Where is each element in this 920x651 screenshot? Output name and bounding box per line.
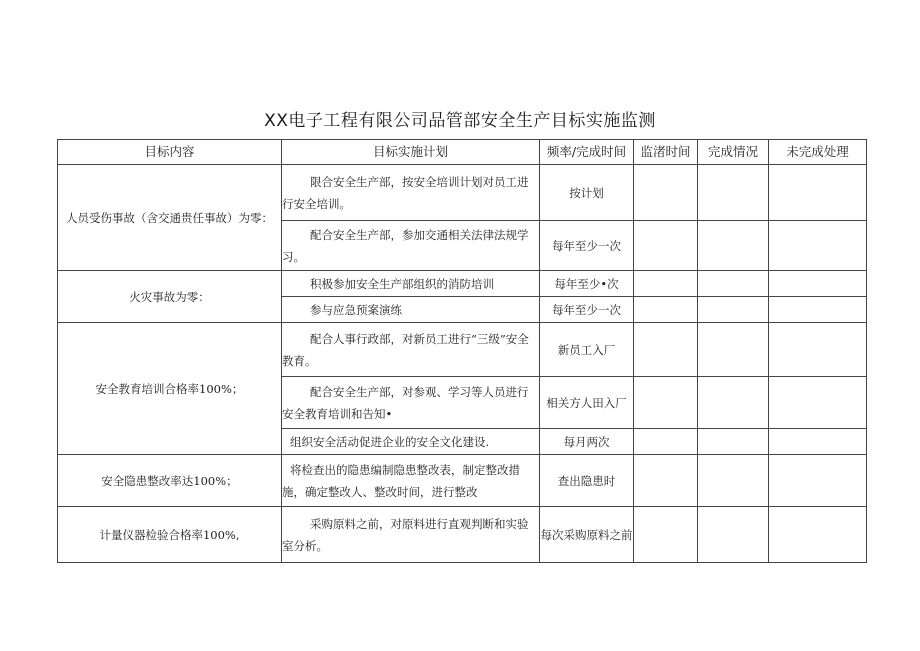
goal-cell: 计量仪器检验合格率100%, [58, 507, 282, 563]
monitor-time-cell[interactable] [634, 323, 698, 377]
header-frequency: 频率/完成时间 [540, 140, 634, 165]
table-row [58, 323, 867, 377]
plan-cell [282, 297, 540, 323]
plan-text: 配合人事行政部，对新员工进行“三级”安全教育。 [282, 331, 529, 368]
plan-text: 配合安全生产部，对参观、学习等人员进行安全教育培训和告知• [282, 384, 529, 421]
header-row [58, 140, 867, 165]
status-cell[interactable] [698, 323, 769, 377]
unfinished-cell[interactable] [769, 507, 867, 563]
unfinished-cell[interactable] [769, 165, 867, 221]
monitor-time-cell[interactable] [634, 429, 698, 455]
goal-cell: 火灾事故为零： [58, 271, 282, 323]
monitor-time-cell[interactable] [634, 221, 698, 271]
header-plan: 目标实施计划 [282, 140, 540, 165]
plan-cell [282, 165, 540, 221]
status-cell[interactable] [698, 429, 769, 455]
monitor-time-cell[interactable] [634, 297, 698, 323]
frequency-cell: 每年至少•次 [540, 271, 634, 297]
plan-cell [282, 507, 540, 563]
frequency-cell: 相关方人田入厂 [540, 377, 634, 429]
monitoring-table [57, 139, 867, 563]
unfinished-cell[interactable] [769, 377, 867, 429]
goal-cell: 安全隐患整改率达100%； [58, 455, 282, 507]
monitor-time-cell[interactable] [634, 165, 698, 221]
plan-text: 将检查出的隐患编制隐患整改表，制定整改措施，确定整改人、整改时间，进行整改 [282, 462, 520, 499]
monitor-time-cell[interactable] [634, 271, 698, 297]
plan-text: 参与应急预案演练 [310, 302, 402, 317]
plan-text: 配合安全生产部，参加交通相关法律法规学习。 [282, 227, 529, 264]
unfinished-cell[interactable] [769, 323, 867, 377]
table-row [58, 455, 867, 507]
status-cell[interactable] [698, 455, 769, 507]
table-row [58, 507, 867, 563]
table-row [58, 271, 867, 297]
header-monitor-time: 监渚时间 [634, 140, 698, 165]
monitor-time-cell[interactable] [634, 377, 698, 429]
goal-cell: 安全教育培训合格率100%； [58, 323, 282, 455]
plan-cell [282, 377, 540, 429]
frequency-cell: 每年至少一次 [540, 297, 634, 323]
plan-text: 限合安全生产部，按安全培训计划对员工进行安全培训。 [282, 174, 529, 211]
frequency-cell: 查出隐患时 [540, 455, 634, 507]
status-cell[interactable] [698, 271, 769, 297]
plan-cell [282, 221, 540, 271]
monitor-time-cell[interactable] [634, 507, 698, 563]
monitor-time-cell[interactable] [634, 455, 698, 507]
header-goal: 目标内容 [58, 140, 282, 165]
plan-text: 组织安全活动促进企业的安全文化建设. [290, 434, 490, 449]
plan-cell [282, 271, 540, 297]
plan-text: 采购原料之前，对原料进行直观判断和实验室分析。 [282, 516, 529, 553]
status-cell[interactable] [698, 507, 769, 563]
status-cell[interactable] [698, 221, 769, 271]
plan-cell [282, 429, 540, 455]
unfinished-cell[interactable] [769, 271, 867, 297]
goal-cell: 人员受伤事故（含交通贵任事故）为零： [58, 165, 282, 271]
plan-text: 积极参加安全生产部组织的消防培训 [310, 276, 494, 291]
plan-cell [282, 455, 540, 507]
frequency-cell: 新员工入厂 [540, 323, 634, 377]
frequency-cell: 按计划 [540, 165, 634, 221]
page-title: XX电子工程有限公司品管部安全生产目标实施监测 [264, 111, 656, 131]
unfinished-cell[interactable] [769, 429, 867, 455]
status-cell[interactable] [698, 297, 769, 323]
unfinished-cell[interactable] [769, 221, 867, 271]
header-unfinished: 未完成处理 [769, 140, 867, 165]
status-cell[interactable] [698, 377, 769, 429]
unfinished-cell[interactable] [769, 297, 867, 323]
frequency-cell: 每月两次 [540, 429, 634, 455]
unfinished-cell[interactable] [769, 455, 867, 507]
table-row [58, 165, 867, 221]
plan-cell [282, 323, 540, 377]
frequency-cell: 每次采购原料之前 [540, 507, 634, 563]
frequency-cell: 每年至少一次 [540, 221, 634, 271]
header-status: 完成情况 [698, 140, 769, 165]
status-cell[interactable] [698, 165, 769, 221]
